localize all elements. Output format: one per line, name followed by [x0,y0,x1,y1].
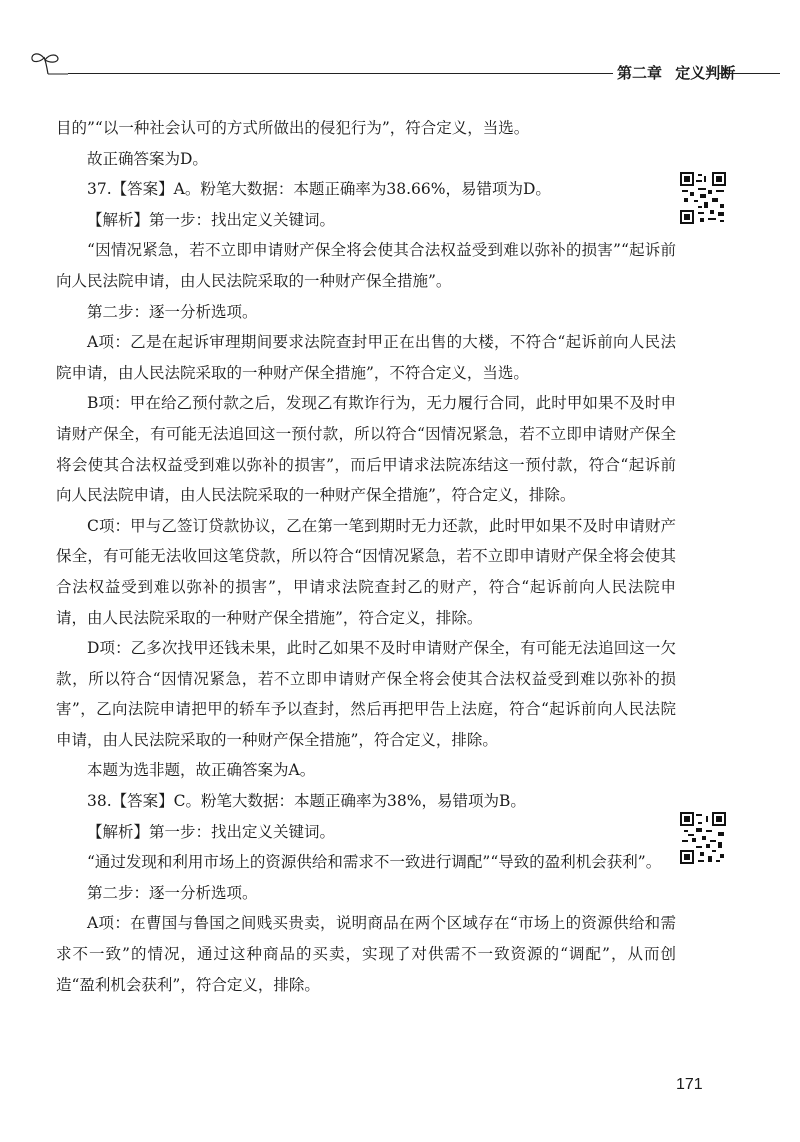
paragraph: 第二步：逐一分析选项。 [87,302,258,321]
option-c-37: C项：甲与乙签订贷款协议，乙在第一笔到期时无力还款，此时甲如果不及时申请财产保全，有可能无法收回这笔贷款，所以符合“因情况紧急，若不立即申请财产保全将会使其合法权益受到难以弥补的损害”，甲请求法院查封乙的财产，符合“起诉前向人民法院申请，由人民法院采取的一种财产保全措施”，符合定义，排除。 [56,516,676,627]
page-number: 171 [676,1076,703,1093]
chapter-title [613,62,736,83]
answer-37: 37.【答案】A。粉笔大数据：本题正确率为38.66%，易错项为D。 [87,180,551,199]
qr-code-icon[interactable] [680,812,726,864]
leaf-icon [28,48,68,78]
chapter-name: 定义判断 [675,64,736,82]
conclusion-37: 本题为选非题，故正确答案为A。 [87,761,316,780]
option-a-37: A项：乙是在起诉审理期间要求法院查封甲正在出售的大楼，不符合“起诉前向人民法院申请，由人民法院采取的一种财产保全措施”，不符合定义，当选。 [56,333,676,382]
paragraph: 故正确答案为D。 [87,149,208,168]
paragraph: “因情况紧急，若不立即申请财产保全将会使其合法权益受到难以弥补的损害”“起诉前向人民法院申请，由人民法院采取的一种财产保全措施”。 [56,241,676,290]
header-divider-left [68,73,613,74]
option-a-38: A项：在曹国与鲁国之间贱买贵卖，说明商品在两个区域存在“市场上的资源供给和需求不一致”的情况，通过这种商品的买卖，实现了对供需不一致资源的“调配”，从而创造“盈利机会获利”，符合定义，排除。 [56,914,676,994]
chapter-number: 第二章 [617,64,663,82]
option-d-37: D项：乙多次找甲还钱未果，此时乙如果不及时申请财产保全，有可能无法追回这一欠款，所以符合“因情况紧急，若不立即申请财产保全将会使其合法权益受到难以弥补的损害”，乙向法院申请把甲的轿车予以查封，然后再把甲告上法庭，符合“起诉前向人民法院申请，由人民法院采取的一种财产保全措施”，符合定义，排除。 [56,639,676,749]
analysis-37: 【解析】第一步：找出定义关键词。 [87,210,336,229]
paragraph: 第二步：逐一分析选项。 [87,883,258,902]
body-text [56,113,676,1000]
qr-code-icon[interactable] [680,172,726,224]
paragraph: 目的”“以一种社会认可的方式所做出的侵犯行为”，符合定义，当选。 [56,119,530,137]
answer-38: 38.【答案】C。粉笔大数据：本题正确率为38%，易错项为B。 [87,792,526,811]
header-divider-right [718,73,780,74]
paragraph: “通过发现和利用市场上的资源供给和需求不一致进行调配”“导致的盈利机会获利”。 [87,853,662,872]
option-b-37: B项：甲在给乙预付款之后，发现乙有欺诈行为，无力履行合同，此时甲如果不及时申请财产保全，有可能无法追回这一预付款，所以符合“因情况紧急，若不立即申请财产保全将会使其合法权益受到难以弥补的损害”，而后甲请求法院冻结这一预付款，符合“起诉前向人民法院申请，由人民法院采取的一种财产保全措施”，符合定义，排除。 [56,394,676,505]
page-header [28,40,780,80]
analysis-38: 【解析】第一步：找出定义关键词。 [87,822,336,841]
